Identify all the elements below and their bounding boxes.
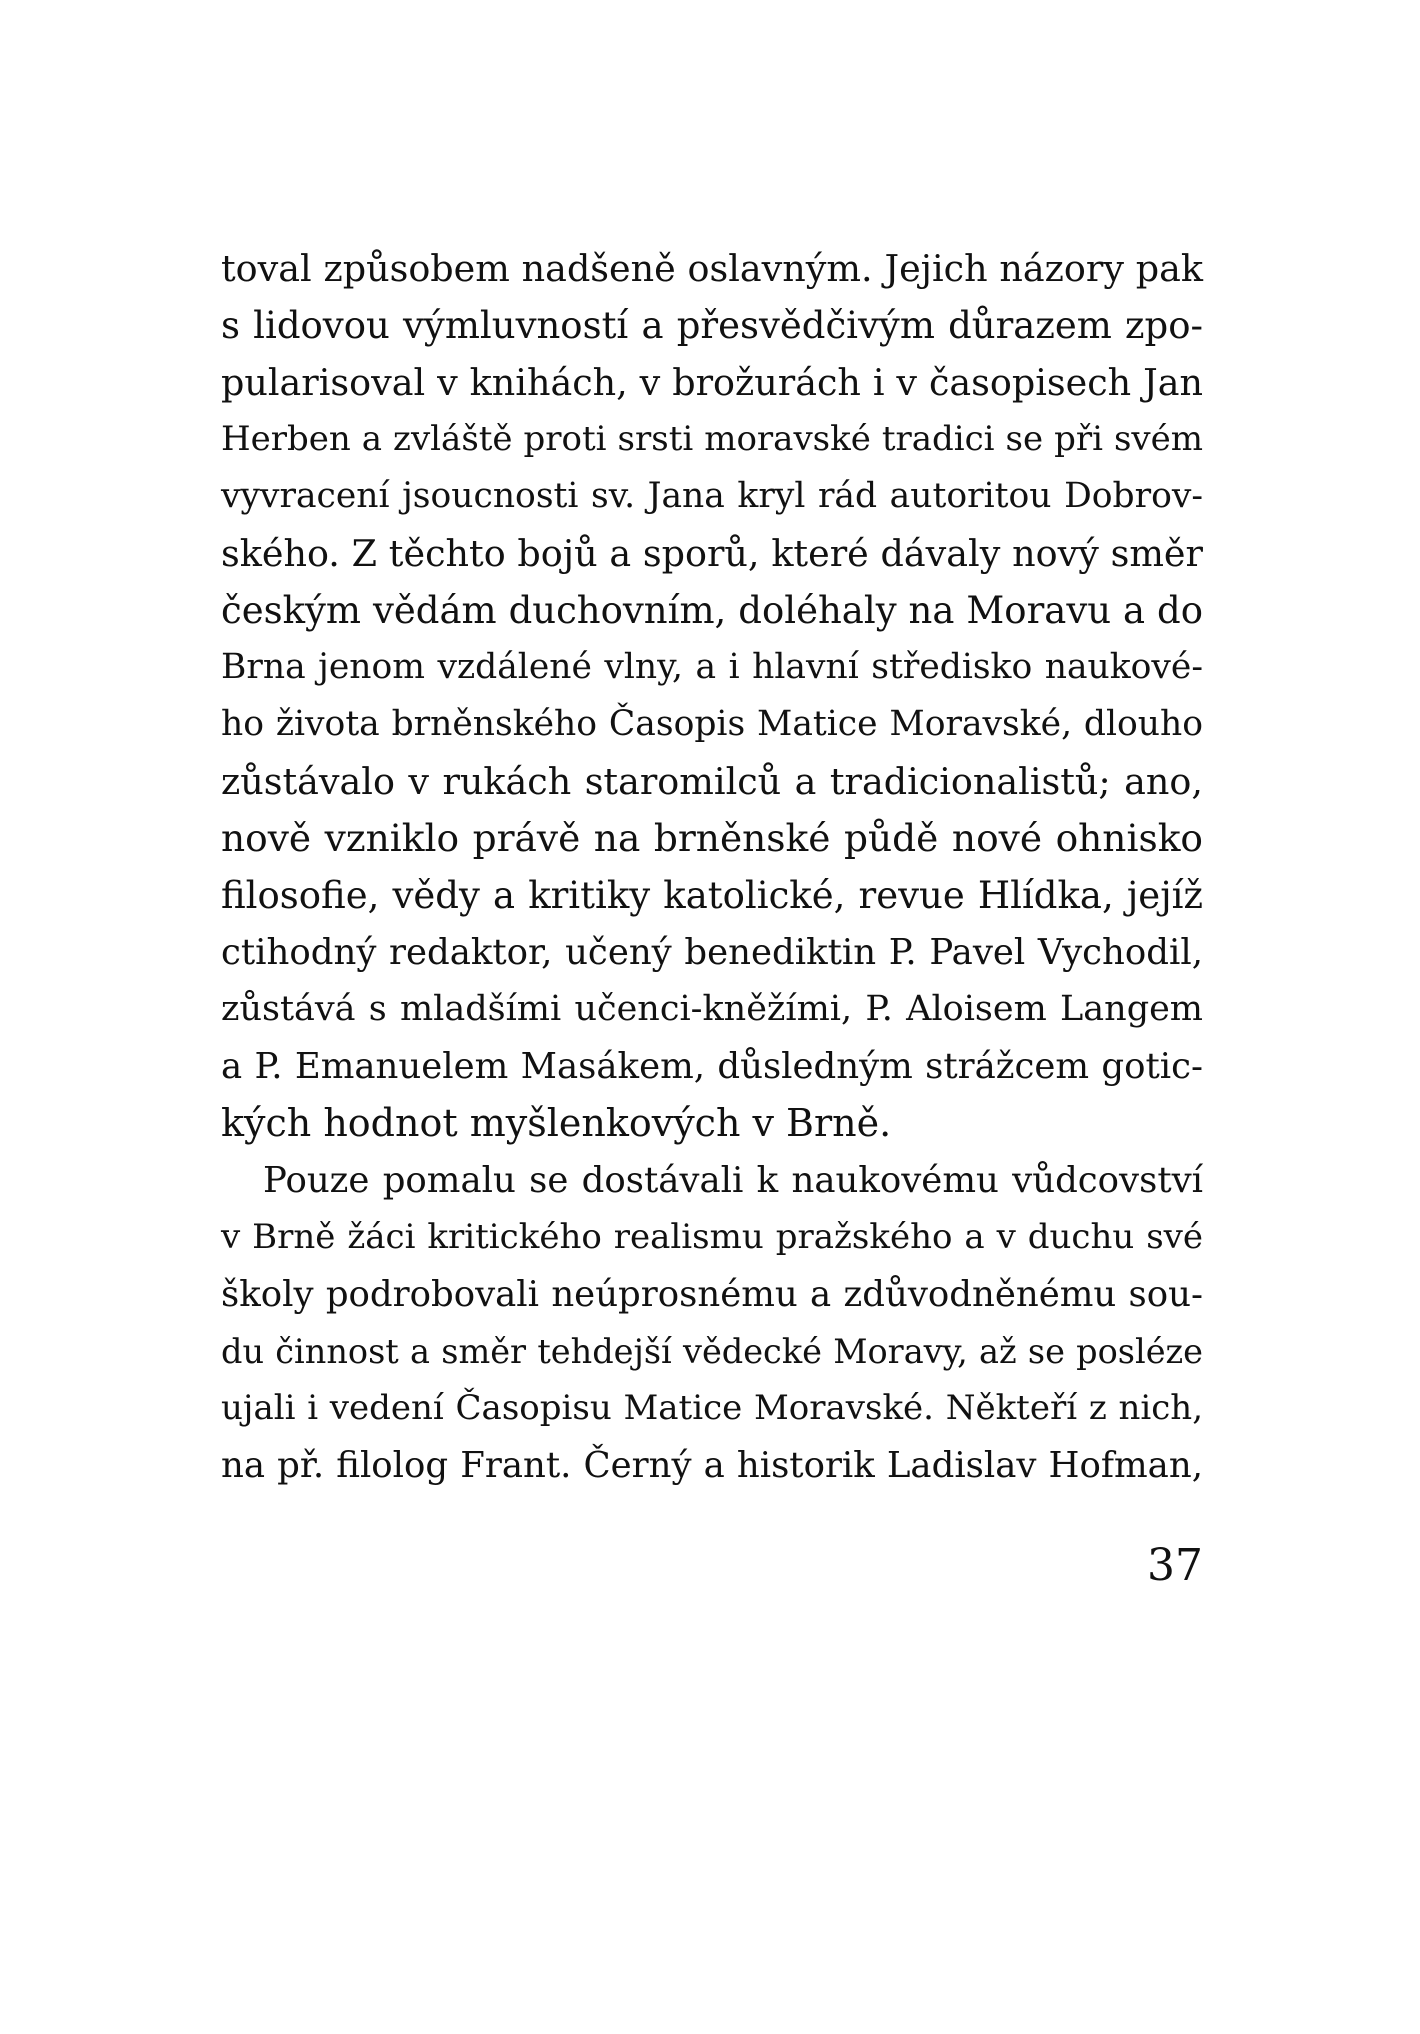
text-line: ho života brněnského Časopis Matice Moravské, dlouho [221, 704, 1203, 744]
page-number: 37 [1147, 1540, 1203, 1591]
text-line: kých hodnot myšlenkových v Brně. [221, 1101, 892, 1145]
text-line: s lidovou výmluvností a přesvědčivým důrazem zpo- [221, 304, 1203, 347]
text-line: Brna jenom vzdálené vlny, a i hlavní středisko naukové- [221, 647, 1203, 687]
text-line: nově vzniklo právě na brněnské půdě nové ohnisko [221, 816, 1203, 860]
text-line: Pouze pomalu se dostávali k naukovému vůdcovství [263, 1160, 1203, 1201]
text-line: českým vědám duchovním, doléhaly na Moravu a do [221, 589, 1203, 632]
text-line: zůstává s mladšími učenci-kněžími, P. Aloisem Langem [221, 989, 1203, 1029]
text-line: toval způsobem nadšeně oslavným. Jejich názory pak [221, 247, 1203, 290]
text-line: ujali i vedení Časopisu Matice Moravské. Někteří z nich, [221, 1388, 1203, 1428]
text-line: v Brně žáci kritického realismu pražského a v duchu své [221, 1217, 1203, 1257]
text-line: vyvracení jsoucnosti sv. Jana kryl rád autoritou Dobrov- [221, 476, 1203, 516]
text-line: a P. Emanuelem Masákem, důsledným strážcem gotic- [221, 1046, 1203, 1087]
text-line: du činnost a směr tehdejší vědecké Moravy, až se posléze [221, 1332, 1203, 1371]
body-text [221, 240, 1203, 1494]
text-line: Herben a zvláště proti srsti moravské tradici se při svém [221, 419, 1203, 459]
text-line: ctihodný redaktor, učený benediktin P. Pavel Vychodil, [221, 932, 1203, 973]
text-line: pularisoval v knihách, v brožurách i v časopisech Jan [221, 361, 1203, 404]
text-line: školy podrobovali neúprosnému a zdůvodněnému sou- [221, 1274, 1203, 1315]
text-line: ského. Z těchto bojů a sporů, které dávaly nový směr [221, 532, 1203, 575]
text-line: zůstávalo v rukách staromilců a tradicionalistů; ano, [221, 760, 1203, 803]
text-line: filosofie, vědy a kritiky katolické, revue Hlídka, jejíž [221, 874, 1203, 917]
text-line: na př. filolog Frant. Černý a historik Ladislav Hofman, [221, 1445, 1203, 1486]
